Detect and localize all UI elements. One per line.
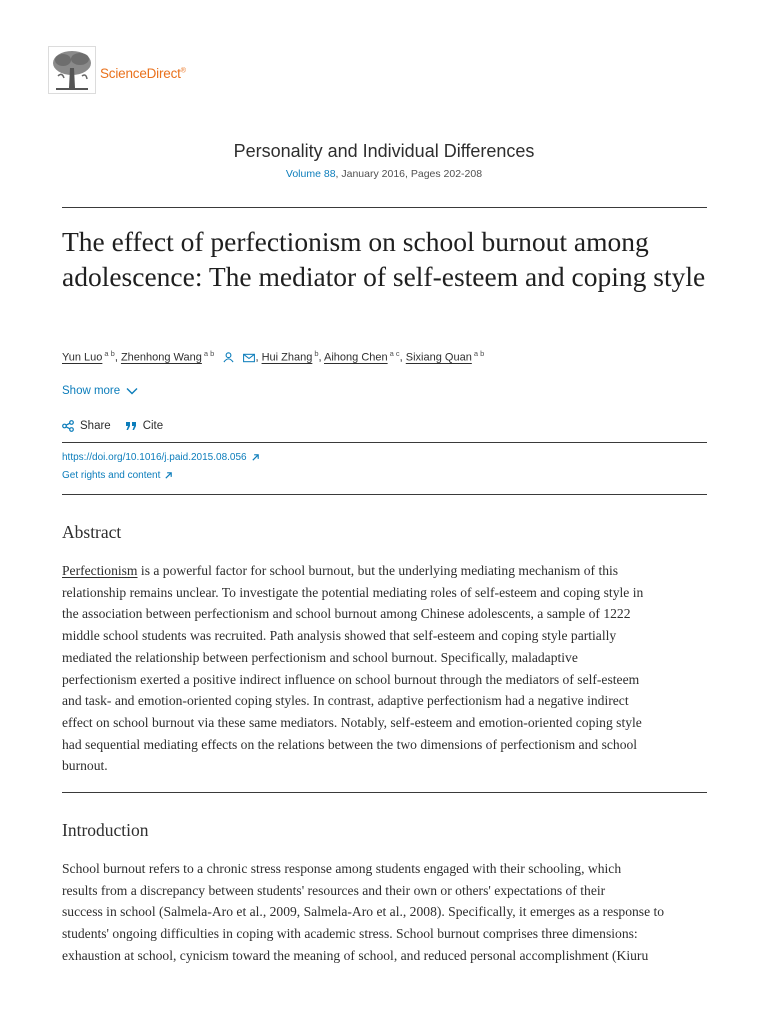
show-more-button[interactable] <box>62 385 138 397</box>
divider <box>62 792 707 793</box>
author-link[interactable]: Yun Luo <box>62 351 103 364</box>
abstract-text: Perfectionism is a powerful factor for school burnout, but the underlying mediating mechanism of this relationship remains unclear. To investigate the potential mediating roles of self-esteem and coping style in the association between perfectionism and school burnout among Chinese adolescents, a sample of 1222 middle school students was recruited. Path analysis showed that self-esteem and coping style partially mediated the relationship between perfectionism and school burnout. Specifically, maladaptive perfectionism exerted a positive indirect influence on school burnout through the mediators of self-esteem and task- and emotion-oriented coping styles. In contrast, adaptive perfectionism had a negative indirect effect on school burnout via these same mediators. Notably, self-esteem and emotion-oriented coping style had sequential mediating effects on the relations between the two dimensions of perfectionism and school burnout. <box>62 563 644 774</box>
share-icon <box>62 420 74 432</box>
author-list: Yun Luo $^{a b}$, Zhenhong Wang $^{a b}$ , Hui Zhang $^b$, Aihong Chen $^{a c}$, Sixiang Quan $^{a b}$ <box>62 349 485 364</box>
external-link-icon <box>251 453 260 462</box>
person-icon[interactable] <box>223 352 234 363</box>
perfectionism-term-link[interactable]: Perfectionism <box>62 563 138 578</box>
author-link[interactable]: Hui Zhang <box>261 351 313 364</box>
quote-icon <box>125 421 137 431</box>
journal-title[interactable]: Personality and Individual Differences <box>233 141 535 161</box>
abstract-heading: Abstract <box>62 522 122 542</box>
elsevier-tree-logo-icon[interactable] <box>48 46 96 94</box>
volume-link[interactable]: Volume 88 <box>285 168 336 180</box>
cite-button[interactable]: Cite <box>125 420 163 432</box>
author-link[interactable]: Aihong Chen <box>324 351 388 364</box>
divider <box>62 442 707 443</box>
introduction-heading: Introduction <box>62 820 149 840</box>
site-header <box>48 46 186 94</box>
divider <box>62 494 707 495</box>
rights-link[interactable]: Get rights and content <box>62 470 173 481</box>
issue-info: Volume 88, January 2016, Pages 202-208 <box>285 168 483 180</box>
show-more-label: Show more <box>62 385 121 397</box>
email-icon[interactable] <box>243 353 255 363</box>
introduction-text: School burnout refers to a chronic stress response among students engaged with their schooling, which results from a discrepancy between students' resources and their own or others' expectations of their success in school (Salmela-Aro et al., 2009, Salmela-Aro et al., 2008). Specifically, it emerges as a response to students' ongoing difficulties in coping with academic stress. School burnout comprises three dimensions: exhaustion at school, cynicism toward the meaning of school, and reduced personal accomplishment (Kiuru <box>62 861 665 963</box>
share-button[interactable]: Share <box>62 420 111 432</box>
author-link[interactable]: Zhenhong Wang <box>120 351 202 364</box>
article-actions <box>62 420 163 432</box>
doi-link[interactable]: https://doi.org/10.1016/j.paid.2015.08.056 <box>62 452 260 463</box>
sciencedirect-brand[interactable]: ScienceDirect® <box>100 65 186 81</box>
chevron-down-icon <box>126 387 138 395</box>
external-link-icon <box>164 471 173 480</box>
divider <box>62 207 707 208</box>
author-link[interactable]: Sixiang Quan <box>405 351 472 364</box>
article-title: The effect of perfectionism on school burnout among adolescence: The mediator of self-esteem and coping style <box>62 226 706 292</box>
